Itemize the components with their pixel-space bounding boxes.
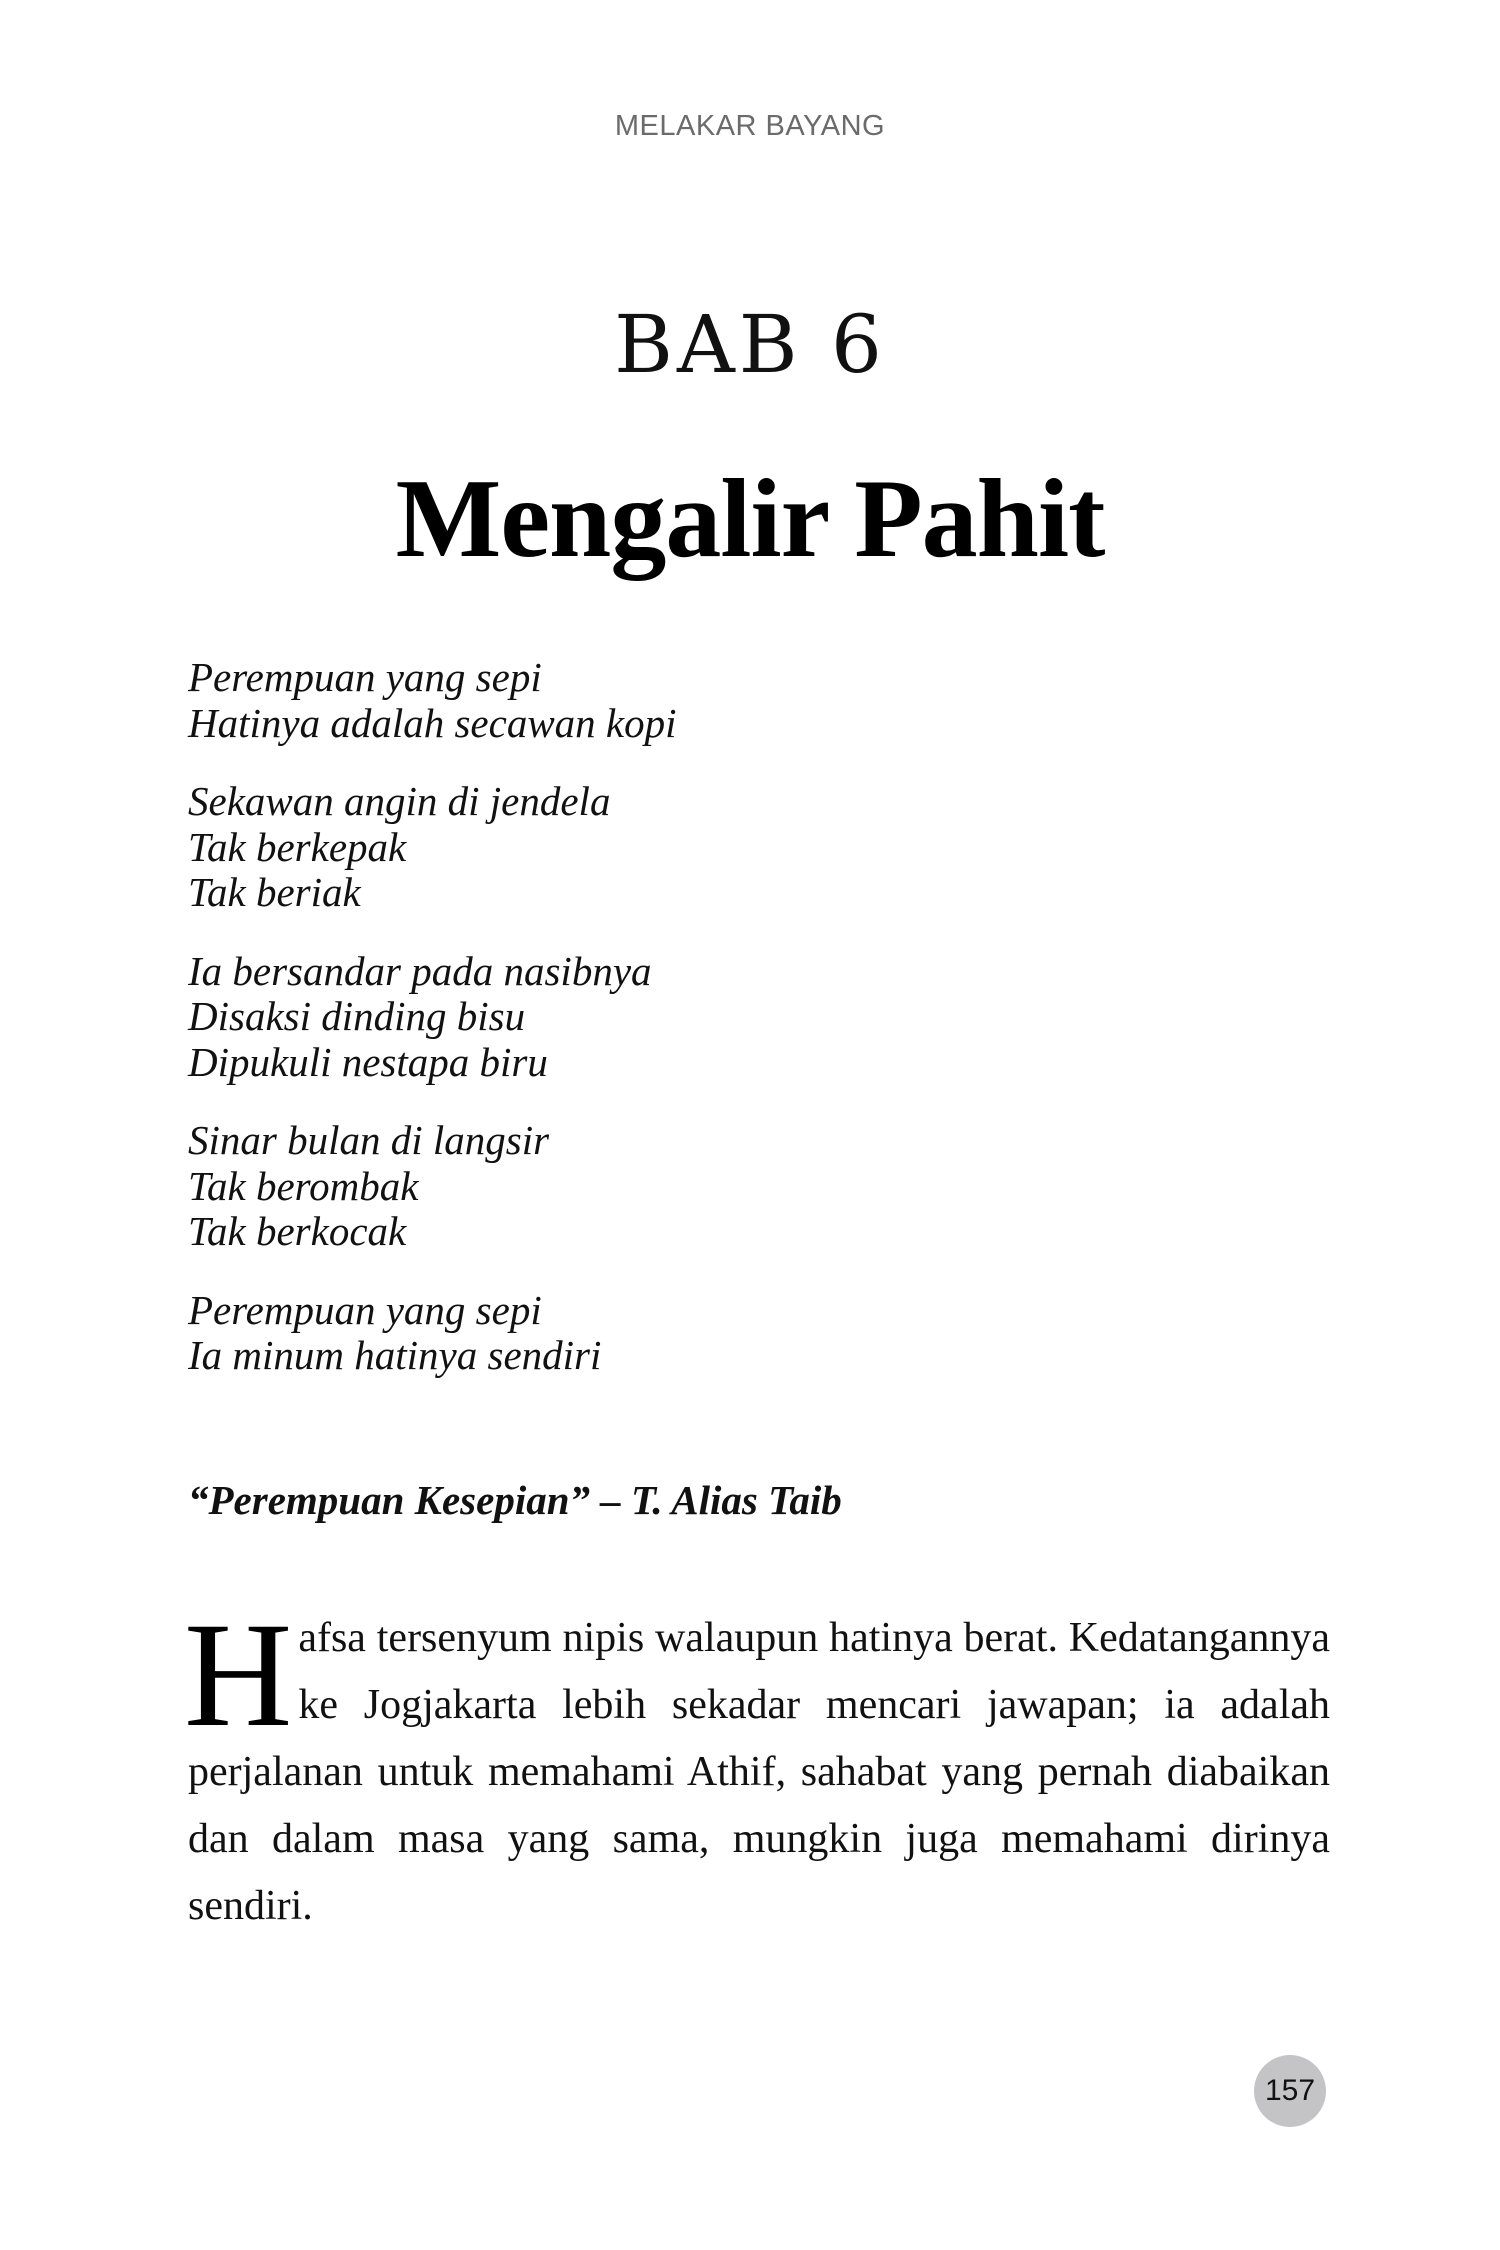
poem-line: Dipukuli nestapa biru [188, 1038, 548, 1085]
poem-line: Ia minum hatinya sendiri [188, 1332, 602, 1378]
poem-line: Sekawan angin di jendela [188, 778, 611, 824]
poem-line: Hatinya adalah secawan kopi [188, 699, 677, 746]
poem-attribution: “Perempuan Kesepian” – T. Alias Taib [188, 1477, 842, 1523]
poem-stanza [188, 1118, 1088, 1255]
body-paragraph [184, 1592, 1330, 1940]
running-header: MELAKAR BAYANG [614, 110, 886, 142]
poem-line: Tak berkocak [188, 1208, 407, 1254]
poem-line: Disaksi dinding bisu [188, 993, 526, 1039]
poem-line: Perempuan yang sepi [188, 654, 542, 700]
drop-cap: H [184, 1592, 293, 1758]
page-number-badge [1254, 2055, 1326, 2127]
poem-stanza [188, 1288, 1088, 1379]
poem-line: Perempuan yang sepi [188, 1286, 542, 1333]
paragraph-text: afsa tersenyum nipis walaupun hatinya berat. Kedatangannya ke Jogjakarta lebih sekadar mencari jawapan; ia adalah perjalanan untuk memahami Athif, sahabat yang pernah diabaikan dan dalam masa yang sama, mungkin juga memahami dirinya sendiri. [188, 1615, 1330, 1929]
poem-line: Sinar bulan di langsir [188, 1117, 550, 1163]
page-number: 157 [1264, 2074, 1316, 2107]
poem-line: Ia bersandar pada nasibnya [188, 947, 652, 994]
epigraph-poem [188, 655, 1088, 1412]
poem-line: Tak berkepak [188, 823, 407, 870]
poem-stanza [188, 655, 1088, 746]
chapter-title: Mengalir Pahit [395, 457, 1105, 581]
poem-stanza [188, 779, 1088, 916]
poem-stanza [188, 949, 1088, 1086]
poem-line: Tak beriak [188, 869, 361, 915]
chapter-label: BAB 6 [614, 298, 886, 391]
poem-line: Tak berombak [188, 1162, 419, 1209]
